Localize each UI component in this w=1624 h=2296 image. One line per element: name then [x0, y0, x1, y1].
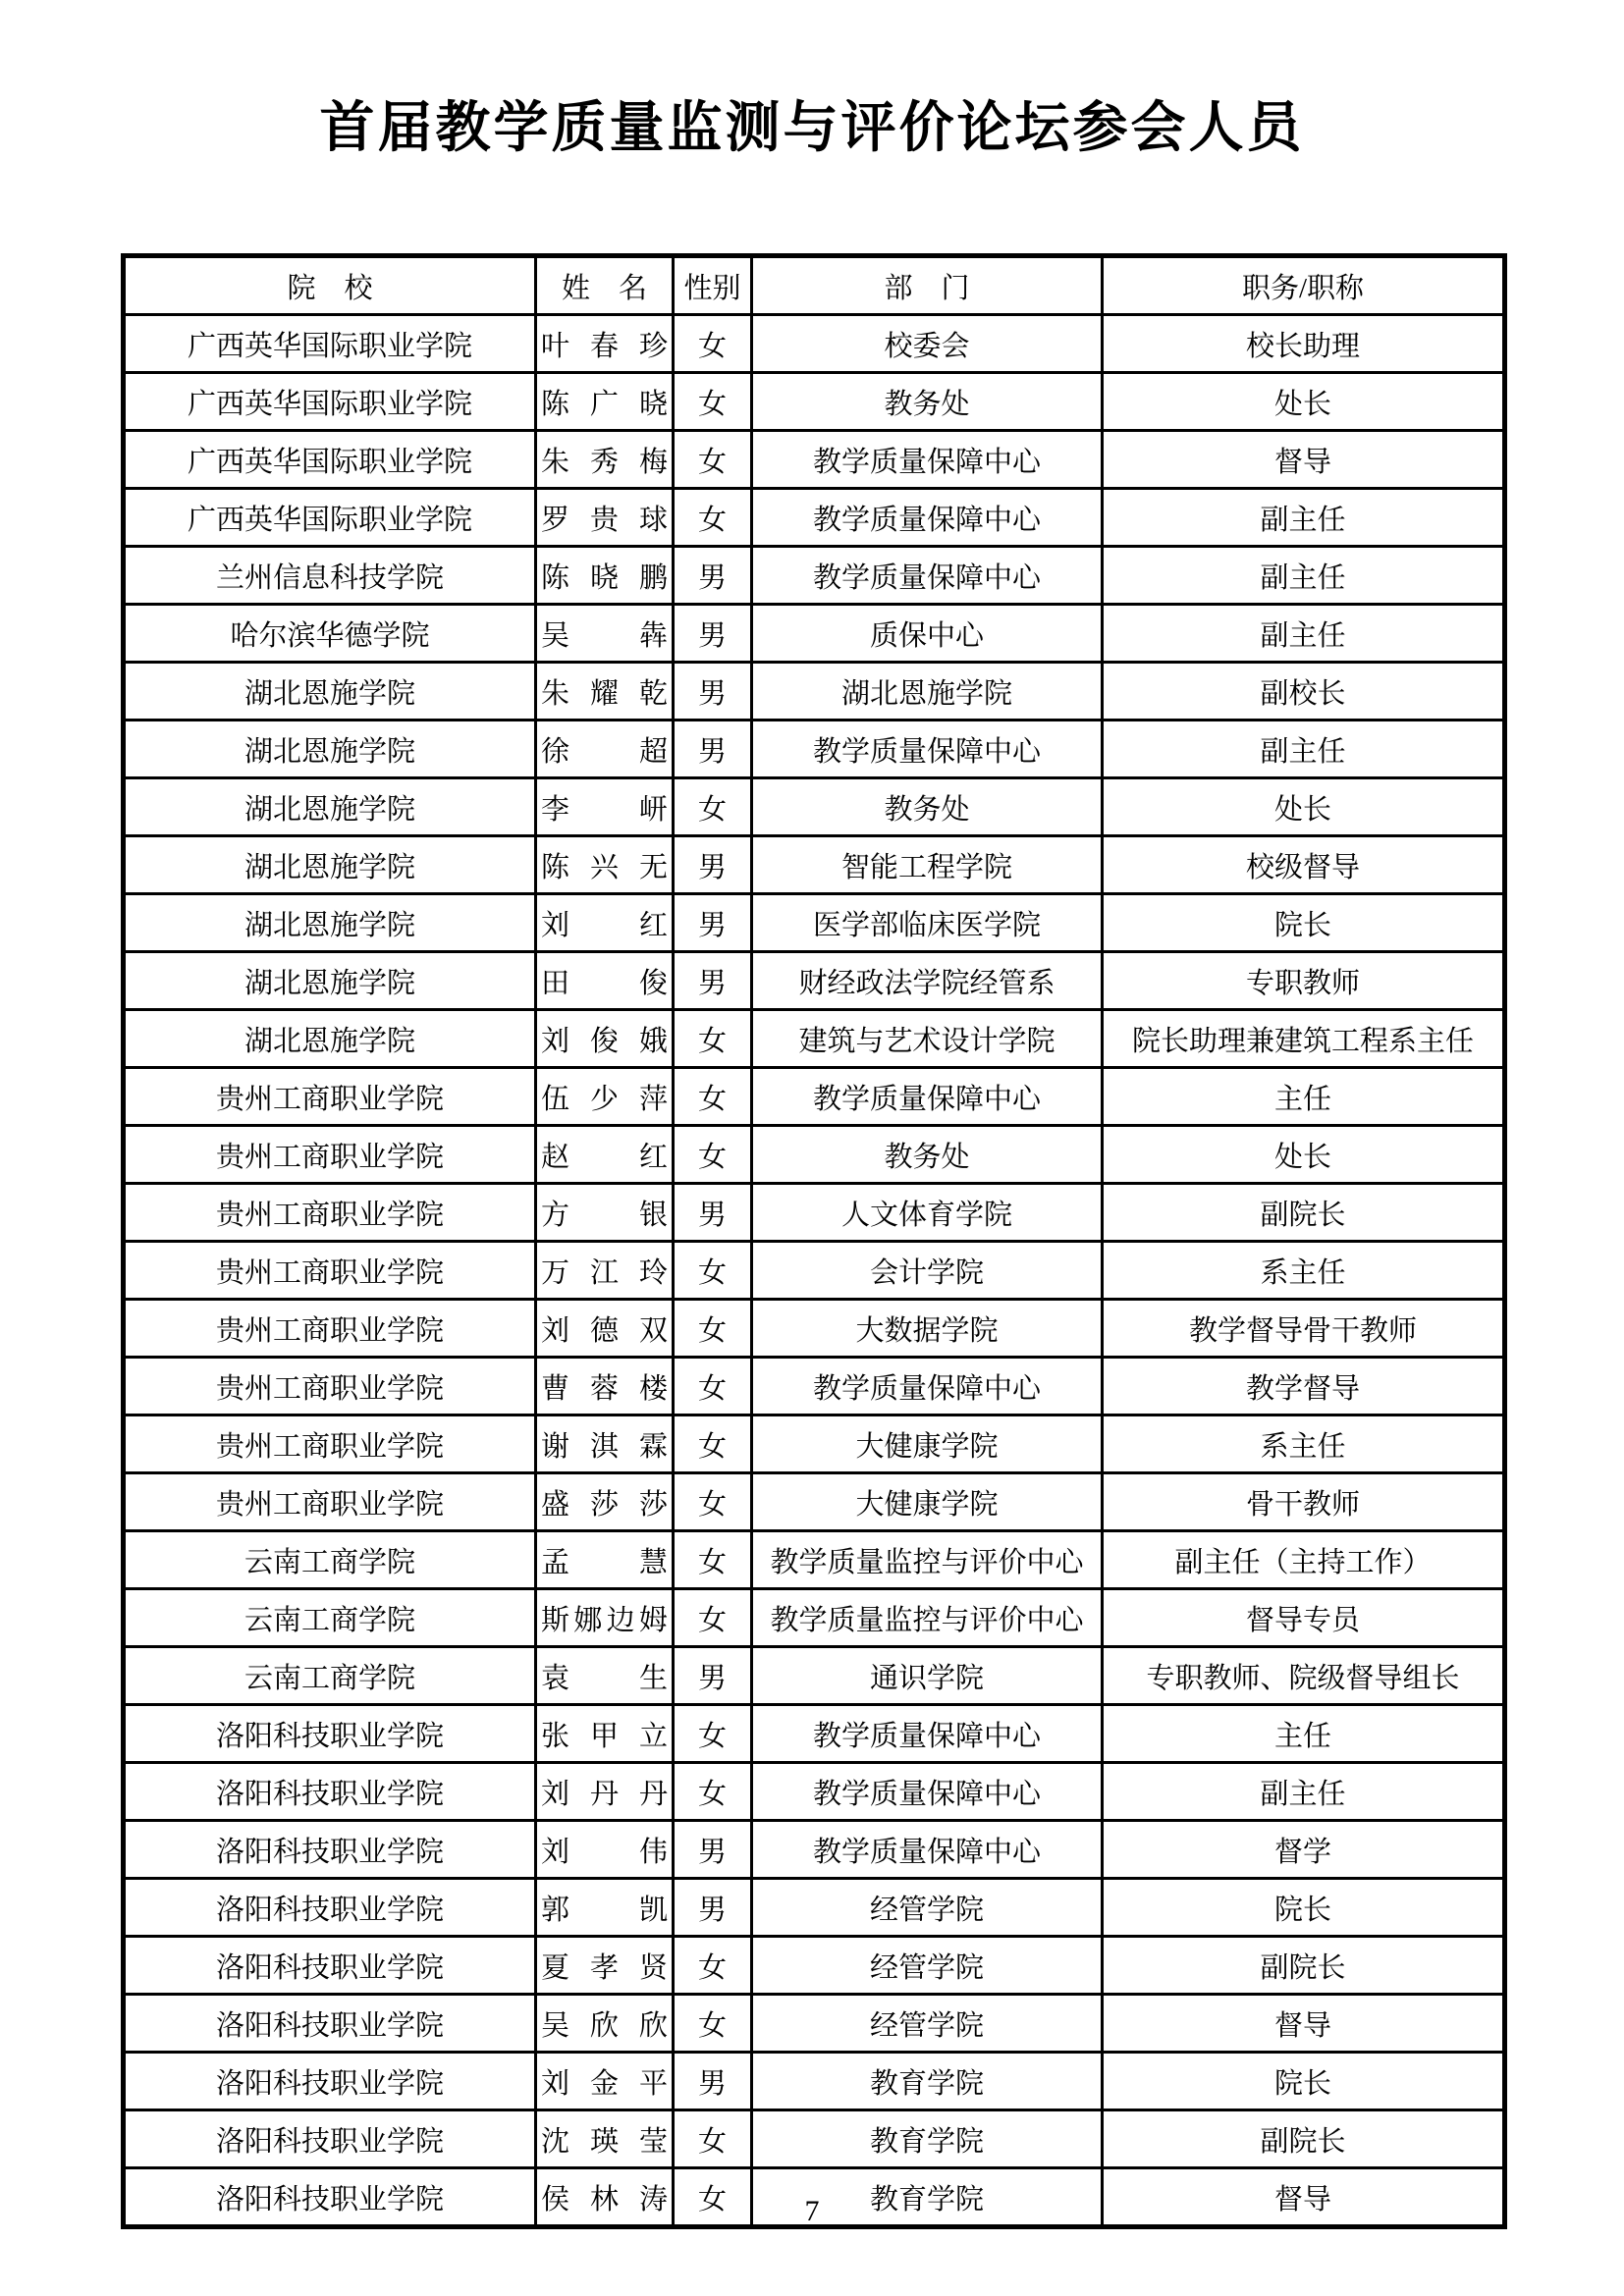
table-body — [124, 315, 1505, 2227]
department-cell: 湖北恩施学院 — [752, 663, 1103, 721]
gender-cell: 男 — [674, 663, 752, 721]
table-header — [124, 256, 1505, 315]
department-cell: 教务处 — [752, 373, 1103, 431]
department-cell: 教学质量保障中心 — [752, 721, 1103, 778]
department-cell: 教学质量保障中心 — [752, 1705, 1103, 1763]
position-cell: 主任 — [1103, 1705, 1505, 1763]
table-row — [124, 489, 1505, 547]
page-number: 7 — [804, 2195, 820, 2227]
position-cell: 系主任 — [1103, 1242, 1505, 1300]
header-school: 院 校 — [124, 256, 536, 315]
table-row — [124, 1705, 1505, 1763]
school-cell: 贵州工商职业学院 — [124, 1415, 536, 1473]
school-cell: 云南工商学院 — [124, 1531, 536, 1589]
name-cell: 伍少萍 — [536, 1068, 674, 1126]
gender-cell: 女 — [674, 1705, 752, 1763]
position-cell: 处长 — [1103, 778, 1505, 836]
gender-cell: 女 — [674, 2110, 752, 2168]
gender-cell: 男 — [674, 547, 752, 605]
document-title: 首届教学质量监测与评价论坛参会人员 — [319, 98, 1305, 159]
school-cell: 广西英华国际职业学院 — [124, 431, 536, 489]
table-row — [124, 2110, 1505, 2168]
school-cell: 湖北恩施学院 — [124, 721, 536, 778]
position-cell: 院长 — [1103, 1879, 1505, 1937]
position-cell: 副主任 — [1103, 547, 1505, 605]
school-cell: 湖北恩施学院 — [124, 663, 536, 721]
position-cell: 校级督导 — [1103, 836, 1505, 894]
gender-cell: 男 — [674, 952, 752, 1010]
school-cell: 贵州工商职业学院 — [124, 1300, 536, 1358]
department-cell: 智能工程学院 — [752, 836, 1103, 894]
position-cell: 专职教师 — [1103, 952, 1505, 1010]
department-cell: 校委会 — [752, 315, 1103, 373]
gender-cell: 女 — [674, 1473, 752, 1531]
gender-cell: 男 — [674, 1821, 752, 1879]
gender-cell: 女 — [674, 1242, 752, 1300]
school-cell: 广西英华国际职业学院 — [124, 489, 536, 547]
gender-cell: 男 — [674, 2053, 752, 2110]
school-cell: 洛阳科技职业学院 — [124, 1705, 536, 1763]
gender-cell: 男 — [674, 1184, 752, 1242]
name-cell: 盛莎莎 — [536, 1473, 674, 1531]
department-cell: 经管学院 — [752, 1995, 1103, 2053]
gender-cell: 女 — [674, 778, 752, 836]
position-cell: 督导专员 — [1103, 1589, 1505, 1647]
school-cell: 云南工商学院 — [124, 1589, 536, 1647]
department-cell: 教学质量监控与评价中心 — [752, 1531, 1103, 1589]
gender-cell: 女 — [674, 373, 752, 431]
school-cell: 洛阳科技职业学院 — [124, 2053, 536, 2110]
position-cell: 副院长 — [1103, 1184, 1505, 1242]
table-row — [124, 1821, 1505, 1879]
school-cell: 贵州工商职业学院 — [124, 1068, 536, 1126]
name-cell: 谢淇霖 — [536, 1415, 674, 1473]
position-cell: 副主任（主持工作） — [1103, 1531, 1505, 1589]
table-row — [124, 1242, 1505, 1300]
gender-cell: 女 — [674, 1415, 752, 1473]
school-cell: 贵州工商职业学院 — [124, 1358, 536, 1415]
name-cell: 曹蓉楼 — [536, 1358, 674, 1415]
position-cell: 督学 — [1103, 1821, 1505, 1879]
gender-cell: 女 — [674, 1763, 752, 1821]
table-row — [124, 1010, 1505, 1068]
table-row — [124, 1937, 1505, 1995]
table-row — [124, 373, 1505, 431]
name-cell: 侯林涛 — [536, 2168, 674, 2227]
department-cell: 教学质量保障中心 — [752, 431, 1103, 489]
school-cell: 洛阳科技职业学院 — [124, 2168, 536, 2227]
gender-cell: 男 — [674, 1647, 752, 1705]
name-cell: 张甲立 — [536, 1705, 674, 1763]
position-cell: 院长 — [1103, 2053, 1505, 2110]
table-row — [124, 778, 1505, 836]
department-cell: 财经政法学院经管系 — [752, 952, 1103, 1010]
gender-cell: 女 — [674, 2168, 752, 2227]
gender-cell: 女 — [674, 315, 752, 373]
name-cell: 刘 伟 — [536, 1821, 674, 1879]
position-cell: 副主任 — [1103, 1763, 1505, 1821]
department-cell: 教育学院 — [752, 2053, 1103, 2110]
gender-cell: 女 — [674, 1937, 752, 1995]
header-gender: 性别 — [674, 256, 752, 315]
name-cell: 刘金平 — [536, 2053, 674, 2110]
roster-table — [121, 253, 1507, 2229]
gender-cell: 男 — [674, 1879, 752, 1937]
department-cell: 大健康学院 — [752, 1415, 1103, 1473]
name-cell: 袁 生 — [536, 1647, 674, 1705]
position-cell: 教学督导骨干教师 — [1103, 1300, 1505, 1358]
position-cell: 督导 — [1103, 2168, 1505, 2227]
name-cell: 陈晓鹏 — [536, 547, 674, 605]
department-cell: 教学质量保障中心 — [752, 547, 1103, 605]
name-cell: 李 岍 — [536, 778, 674, 836]
name-cell: 陈兴无 — [536, 836, 674, 894]
table-row — [124, 1473, 1505, 1531]
name-cell: 刘德双 — [536, 1300, 674, 1358]
school-cell: 湖北恩施学院 — [124, 1010, 536, 1068]
school-cell: 湖北恩施学院 — [124, 952, 536, 1010]
name-cell: 吴 犇 — [536, 605, 674, 663]
table-row — [124, 431, 1505, 489]
gender-cell: 女 — [674, 1995, 752, 2053]
table-row — [124, 1647, 1505, 1705]
table-row — [124, 1763, 1505, 1821]
table-row — [124, 315, 1505, 373]
position-cell: 专职教师、院级督导组长 — [1103, 1647, 1505, 1705]
gender-cell: 女 — [674, 431, 752, 489]
department-cell: 经管学院 — [752, 1937, 1103, 1995]
gender-cell: 女 — [674, 1126, 752, 1184]
school-cell: 贵州工商职业学院 — [124, 1242, 536, 1300]
department-cell: 教学质量监控与评价中心 — [752, 1589, 1103, 1647]
department-cell: 教学质量保障中心 — [752, 1821, 1103, 1879]
name-cell: 田 俊 — [536, 952, 674, 1010]
position-cell: 校长助理 — [1103, 315, 1505, 373]
department-cell: 教学质量保障中心 — [752, 1068, 1103, 1126]
school-cell: 广西英华国际职业学院 — [124, 373, 536, 431]
table-row — [124, 836, 1505, 894]
position-cell: 教学督导 — [1103, 1358, 1505, 1415]
name-cell: 叶春珍 — [536, 315, 674, 373]
position-cell: 督导 — [1103, 431, 1505, 489]
name-cell: 朱耀乾 — [536, 663, 674, 721]
name-cell: 夏孝贤 — [536, 1937, 674, 1995]
department-cell: 建筑与艺术设计学院 — [752, 1010, 1103, 1068]
school-cell: 贵州工商职业学院 — [124, 1184, 536, 1242]
position-cell: 副校长 — [1103, 663, 1505, 721]
table-row — [124, 1879, 1505, 1937]
table-row — [124, 1126, 1505, 1184]
school-cell: 湖北恩施学院 — [124, 836, 536, 894]
department-cell: 教学质量保障中心 — [752, 1763, 1103, 1821]
department-cell: 经管学院 — [752, 1879, 1103, 1937]
school-cell: 洛阳科技职业学院 — [124, 2110, 536, 2168]
department-cell: 医学部临床医学院 — [752, 894, 1103, 952]
department-cell: 教育学院 — [752, 2168, 1103, 2227]
table-row — [124, 605, 1505, 663]
header-name: 姓 名 — [536, 256, 674, 315]
position-cell: 院长 — [1103, 894, 1505, 952]
school-cell: 湖北恩施学院 — [124, 778, 536, 836]
school-cell: 洛阳科技职业学院 — [124, 1879, 536, 1937]
position-cell: 处长 — [1103, 373, 1505, 431]
gender-cell: 女 — [674, 1068, 752, 1126]
school-cell: 湖北恩施学院 — [124, 894, 536, 952]
position-cell: 副主任 — [1103, 605, 1505, 663]
name-cell: 万江玲 — [536, 1242, 674, 1300]
department-cell: 教学质量保障中心 — [752, 489, 1103, 547]
school-cell: 洛阳科技职业学院 — [124, 1821, 536, 1879]
school-cell: 云南工商学院 — [124, 1647, 536, 1705]
name-cell: 刘俊娥 — [536, 1010, 674, 1068]
department-cell: 教务处 — [752, 1126, 1103, 1184]
table-row — [124, 547, 1505, 605]
table-row — [124, 2053, 1505, 2110]
department-cell: 会计学院 — [752, 1242, 1103, 1300]
name-cell: 赵 红 — [536, 1126, 674, 1184]
table-row — [124, 721, 1505, 778]
table-row — [124, 663, 1505, 721]
department-cell: 大数据学院 — [752, 1300, 1103, 1358]
school-cell: 贵州工商职业学院 — [124, 1473, 536, 1531]
department-cell: 质保中心 — [752, 605, 1103, 663]
school-cell: 洛阳科技职业学院 — [124, 1995, 536, 2053]
department-cell: 教学质量保障中心 — [752, 1358, 1103, 1415]
gender-cell: 男 — [674, 605, 752, 663]
department-cell: 大健康学院 — [752, 1473, 1103, 1531]
table-row — [124, 1068, 1505, 1126]
position-cell: 副主任 — [1103, 721, 1505, 778]
department-cell: 教务处 — [752, 778, 1103, 836]
table-row — [124, 1300, 1505, 1358]
position-cell: 处长 — [1103, 1126, 1505, 1184]
name-cell: 吴欣欣 — [536, 1995, 674, 2053]
gender-cell: 女 — [674, 489, 752, 547]
gender-cell: 女 — [674, 1300, 752, 1358]
position-cell: 骨干教师 — [1103, 1473, 1505, 1531]
gender-cell: 女 — [674, 1358, 752, 1415]
position-cell: 主任 — [1103, 1068, 1505, 1126]
gender-cell: 男 — [674, 836, 752, 894]
position-cell: 副院长 — [1103, 1937, 1505, 1995]
position-cell: 院长助理兼建筑工程系主任 — [1103, 1010, 1505, 1068]
position-cell: 督导 — [1103, 1995, 1505, 2053]
name-cell: 郭 凯 — [536, 1879, 674, 1937]
school-cell: 洛阳科技职业学院 — [124, 1763, 536, 1821]
position-cell: 副院长 — [1103, 2110, 1505, 2168]
header-department: 部 门 — [752, 256, 1103, 315]
name-cell: 罗贵球 — [536, 489, 674, 547]
table-row — [124, 1531, 1505, 1589]
table-row — [124, 894, 1505, 952]
gender-cell: 女 — [674, 1531, 752, 1589]
gender-cell: 女 — [674, 1010, 752, 1068]
name-cell: 方 银 — [536, 1184, 674, 1242]
school-cell: 广西英华国际职业学院 — [124, 315, 536, 373]
table-row — [124, 1589, 1505, 1647]
department-cell: 通识学院 — [752, 1647, 1103, 1705]
name-cell: 刘丹丹 — [536, 1763, 674, 1821]
gender-cell: 男 — [674, 894, 752, 952]
school-cell: 哈尔滨华德学院 — [124, 605, 536, 663]
school-cell: 贵州工商职业学院 — [124, 1126, 536, 1184]
table-row — [124, 952, 1505, 1010]
table-row — [124, 1184, 1505, 1242]
position-cell: 系主任 — [1103, 1415, 1505, 1473]
table-row — [124, 1358, 1505, 1415]
name-cell: 刘 红 — [536, 894, 674, 952]
position-cell: 副主任 — [1103, 489, 1505, 547]
header-position: 职务/职称 — [1103, 256, 1505, 315]
name-cell: 沈瑛莹 — [536, 2110, 674, 2168]
school-cell: 洛阳科技职业学院 — [124, 1937, 536, 1995]
department-cell: 教育学院 — [752, 2110, 1103, 2168]
table-row — [124, 1995, 1505, 2053]
name-cell: 孟 慧 — [536, 1531, 674, 1589]
gender-cell: 男 — [674, 721, 752, 778]
name-cell: 朱秀梅 — [536, 431, 674, 489]
name-cell: 斯娜边姆 — [536, 1589, 674, 1647]
table-row — [124, 1415, 1505, 1473]
name-cell: 徐 超 — [536, 721, 674, 778]
header-row — [124, 256, 1505, 315]
school-cell: 兰州信息科技学院 — [124, 547, 536, 605]
gender-cell: 女 — [674, 1589, 752, 1647]
name-cell: 陈广晓 — [536, 373, 674, 431]
department-cell: 人文体育学院 — [752, 1184, 1103, 1242]
